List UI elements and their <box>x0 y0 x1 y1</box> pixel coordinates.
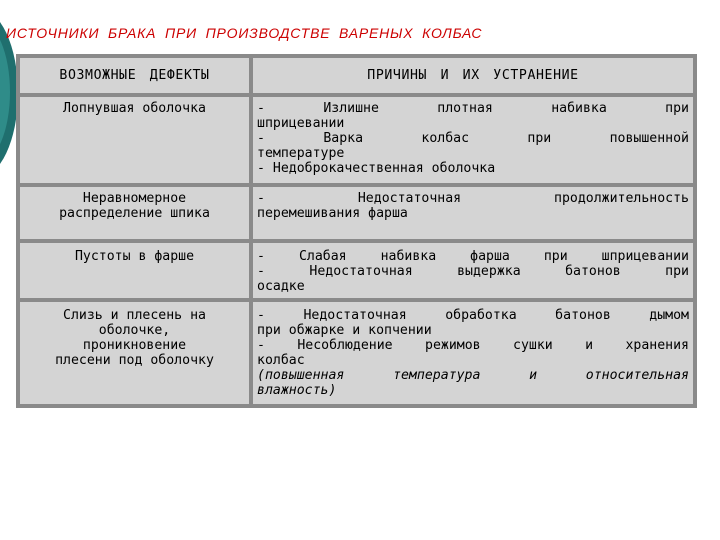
cause-line: - Недостаточная продолжительность <box>257 190 689 206</box>
defect-cell: Лопнувшая оболочка <box>20 97 249 182</box>
slide-title: ИСТОЧНИКИ БРАКА ПРИ ПРОИЗВОДСТВЕ ВАРЕНЫХ КОЛБАС <box>6 25 483 41</box>
cause-line: влажность) <box>257 382 337 398</box>
header-defects: ВОЗМОЖНЫЕ ДЕФЕКТЫ <box>20 58 249 93</box>
cause-line: - Недостаточная выдержка батонов при <box>257 263 689 279</box>
table-row <box>20 243 693 298</box>
defects-table <box>16 54 697 408</box>
cause-line: - Недостаточная обработка батонов дымом <box>257 307 689 323</box>
cause-line: перемешивания фарша <box>257 205 408 221</box>
table-row <box>20 302 693 404</box>
defect-cell: Неравномерное распределение шпика <box>20 187 249 239</box>
cause-line: осадке <box>257 278 305 294</box>
cause-line: - Недоброкачественная оболочка <box>257 161 496 177</box>
causes-cell <box>253 243 693 298</box>
cause-line: - Излишне плотная набивка при <box>257 101 689 117</box>
table-row <box>20 97 693 182</box>
header-causes: ПРИЧИНЫ И ИХ УСТРАНЕНИЕ <box>253 58 693 93</box>
causes-cell <box>253 97 693 182</box>
cause-line: шприцевании <box>257 116 345 132</box>
causes-cell <box>253 187 693 239</box>
cause-line: - Слабая набивка фарша при шприцевании <box>257 248 689 264</box>
cause-line: (повышенная температура и относительная <box>257 367 689 383</box>
cause-line: колбас <box>257 352 305 368</box>
table-header-row <box>20 58 693 93</box>
defect-cell: Пустоты в фарше <box>20 243 249 298</box>
cause-line: температуре <box>257 146 345 162</box>
cause-line: - Варка колбас при повышенной <box>257 131 689 147</box>
defect-cell: Слизь и плесень на оболочке, проникновение плесени под оболочку <box>20 302 249 404</box>
table-row <box>20 187 693 239</box>
cause-line: - Несоблюдение режимов сушки и хранения <box>257 337 689 353</box>
causes-cell <box>253 302 693 404</box>
cause-line: при обжарке и копчении <box>257 322 432 338</box>
